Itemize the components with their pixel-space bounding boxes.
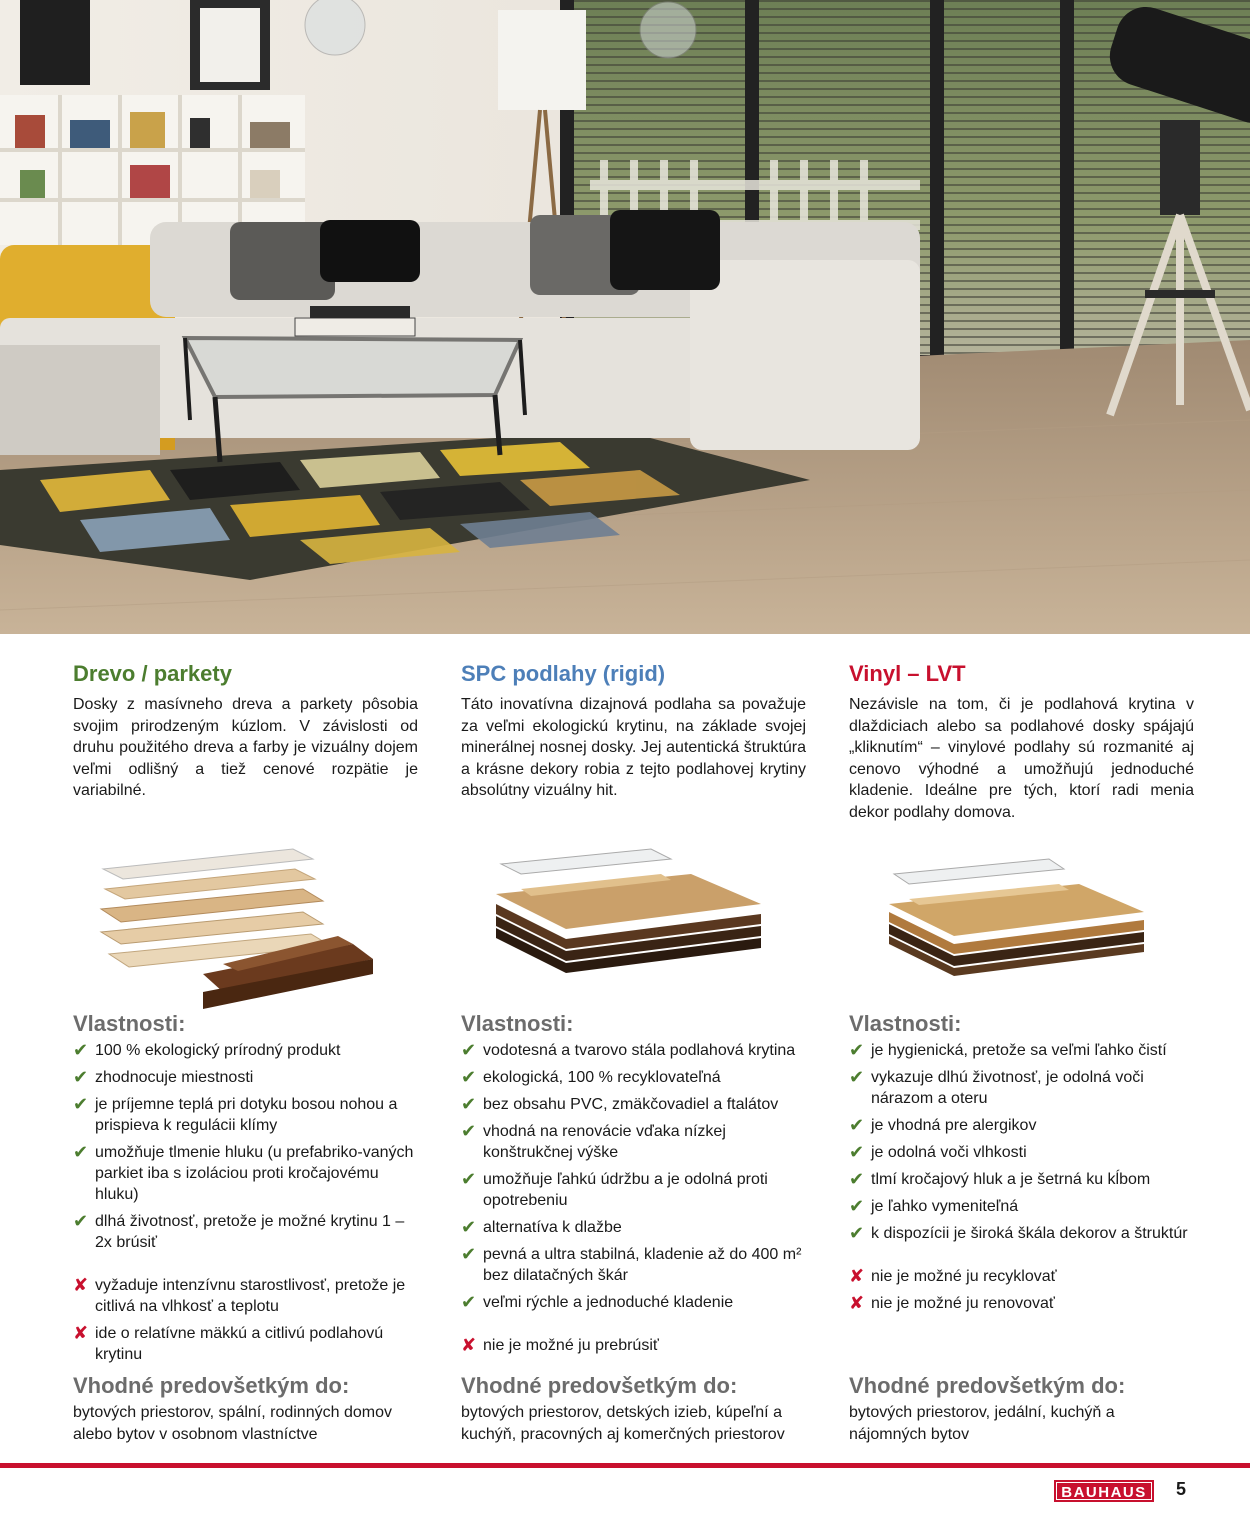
cross-mark-icon: ✘: [461, 1335, 477, 1355]
vinyl-layers-illustration: [849, 844, 1194, 1004]
column-intro: Nezávisle na tom, či je podlahová krytina v dlaždiciach alebo sa podlahové dosky spájajú „kliknutím“ – vinylové podlahy sú rozmanité aj cenovo výhodné a umožňujú jednoduché kladenie. Ideálne pre tých, ktorí radi menia dekor podlahy domova.: [849, 696, 1194, 821]
bauhaus-logo: BAUHAUS: [1054, 1480, 1154, 1502]
pro-item: ✔ je vhodná pre alergikov: [849, 1115, 1037, 1135]
pro-item: ✔ umožňuje ľahkú údržbu a je odolná proti opotrebeniu: [461, 1169, 768, 1209]
check-mark-icon: ✔: [73, 1067, 89, 1087]
column-wood: [73, 660, 418, 1371]
wood-layers-illustration: [73, 844, 418, 1004]
pro-item: ✔ vodotesná a tvarovo stála podlahová krytina: [461, 1040, 796, 1060]
check-mark-icon: ✔: [849, 1067, 865, 1087]
column-title: SPC podlahy (rigid): [461, 661, 666, 686]
pro-item: ✔ je odolná voči vlhkosti: [849, 1142, 1027, 1162]
properties-heading: Vlastnosti:: [461, 1011, 574, 1036]
cross-mark-icon: ✘: [849, 1293, 865, 1313]
pro-item: ✔ tlmí kročajový hluk a je šetrná ku kĺbom: [849, 1169, 1151, 1189]
check-mark-icon: ✔: [849, 1142, 865, 1162]
cross-mark-icon: ✘: [73, 1275, 89, 1295]
pro-item: ✔ umožňuje tlmenie hluku (u prefabriko-vaných parkiet iba s izoláciou proti kročajovému hluku): [73, 1142, 414, 1203]
check-mark-icon: ✔: [461, 1094, 477, 1114]
check-mark-icon: ✔: [849, 1223, 865, 1243]
check-mark-icon: ✔: [461, 1169, 477, 1189]
properties-heading: Vlastnosti:: [73, 1011, 186, 1036]
cross-mark-icon: ✘: [849, 1266, 865, 1286]
check-mark-icon: ✔: [849, 1169, 865, 1189]
check-mark-icon: ✔: [73, 1211, 89, 1231]
check-mark-icon: ✔: [461, 1121, 477, 1141]
cons-list: [849, 1266, 1194, 1314]
living-room-photo: [0, 0, 1250, 634]
column-intro: Dosky z masívneho dreva a parkety pôsobia svojim prirodzeným kúzlom. V závislosti od druhu použitého dreva a farby je vizuálny dojem veľmi odlišný a tiež cenové rozpätie je variabilné.: [73, 696, 418, 799]
page-number: 5: [1176, 1479, 1187, 1499]
check-mark-icon: ✔: [849, 1115, 865, 1135]
pro-item: ✔ alternatíva k dlažbe: [461, 1217, 622, 1237]
check-mark-icon: ✔: [73, 1094, 89, 1114]
pro-item: ✔ dlhá životnosť, pretože je možné krytinu 1 – 2x brúsiť: [73, 1211, 405, 1251]
properties-heading: Vlastnosti:: [849, 1011, 962, 1036]
pro-item: ✔ k dispozícii je široká škála dekorov a štruktúr: [849, 1223, 1188, 1243]
pros-list: [461, 1040, 806, 1313]
cons-list: [73, 1275, 418, 1365]
check-mark-icon: ✔: [73, 1040, 89, 1060]
check-mark-icon: ✔: [461, 1040, 477, 1060]
pro-item: ✔ 100 % ekologický prírodný produkt: [73, 1040, 341, 1060]
check-mark-icon: ✔: [461, 1292, 477, 1312]
suitable-heading: Vhodné predovšetkým do:: [461, 1373, 738, 1398]
pros-list: [849, 1040, 1194, 1244]
column-title: Drevo / parkety: [73, 661, 232, 686]
suitable-heading: Vhodné predovšetkým do:: [73, 1373, 350, 1398]
column-vinyl: [849, 660, 1194, 1320]
cons-list: [461, 1335, 806, 1356]
spc-layers-illustration: [461, 844, 806, 1004]
check-mark-icon: ✔: [849, 1196, 865, 1216]
pro-item: ✔ zhodnocuje miestnosti: [73, 1067, 254, 1087]
pro-item: ✔ veľmi rýchle a jednoduché kladenie: [461, 1292, 734, 1312]
column-title: Vinyl – LVT: [849, 661, 966, 686]
column-intro: Táto inovatívna dizajnová podlaha sa považuje za veľmi ekologickú krytinu, na základe svojej minerálnej nosnej dosky. Jej autentická štruktúra a krásne dekory robia z tejto podlahovej krytiny absolútny vizuálny hit.: [461, 696, 806, 799]
suitable-text: bytových priestorov, detských izieb, kúpeľní a kuchýň, pracovných aj komerčných priestorov: [461, 1404, 785, 1443]
con-item: ✘ nie je možné ju renovovať: [849, 1293, 1055, 1313]
suitable-text: bytových priestorov, spální, rodinných domov alebo bytov v osobnom vlastníctve: [73, 1404, 392, 1443]
pro-item: ✔ bez obsahu PVC, zmäkčovadiel a ftalátov: [461, 1094, 779, 1114]
suitable-heading: Vhodné predovšetkým do:: [849, 1373, 1126, 1398]
pro-item: ✔ vykazuje dlhú životnosť, je odolná voči nárazom a oteru: [849, 1067, 1144, 1107]
check-mark-icon: ✔: [461, 1217, 477, 1237]
pro-item: ✔ pevná a ultra stabilná, kladenie až do 400 m² bez dilatačných škár: [461, 1244, 802, 1284]
pro-item: ✔ ekologická, 100 % recyklovateľná: [461, 1067, 721, 1087]
con-item: ✘ ide o relatívne mäkkú a citlivú podlahovú krytinu: [73, 1323, 384, 1363]
pro-item: ✔ je hygienická, pretože sa veľmi ľahko čistí: [849, 1040, 1167, 1060]
cross-mark-icon: ✘: [73, 1323, 89, 1343]
check-mark-icon: ✔: [849, 1040, 865, 1060]
check-mark-icon: ✔: [461, 1244, 477, 1264]
pro-item: ✔ vhodná na renovácie vďaka nízkej konštrukčnej výške: [461, 1121, 726, 1161]
check-mark-icon: ✔: [73, 1142, 89, 1162]
pros-list: [73, 1040, 418, 1253]
pro-item: ✔ je ľahko vymeniteľná: [849, 1196, 1019, 1216]
con-item: ✘ vyžaduje intenzívnu starostlivosť, pretože je citlivá na vlhkosť a teplotu: [73, 1275, 406, 1315]
suitable-text: bytových priestorov, jedální, kuchýň a nájomných bytov: [849, 1404, 1115, 1443]
check-mark-icon: ✔: [461, 1067, 477, 1087]
footer-rule: [0, 1463, 1250, 1468]
con-item: ✘ nie je možné ju prebrúsiť: [461, 1335, 659, 1355]
con-item: ✘ nie je možné ju recyklovať: [849, 1266, 1057, 1286]
pro-item: ✔ je príjemne teplá pri dotyku bosou nohou a prispieva k regulácii klímy: [73, 1094, 398, 1134]
column-spc: [461, 660, 806, 1362]
